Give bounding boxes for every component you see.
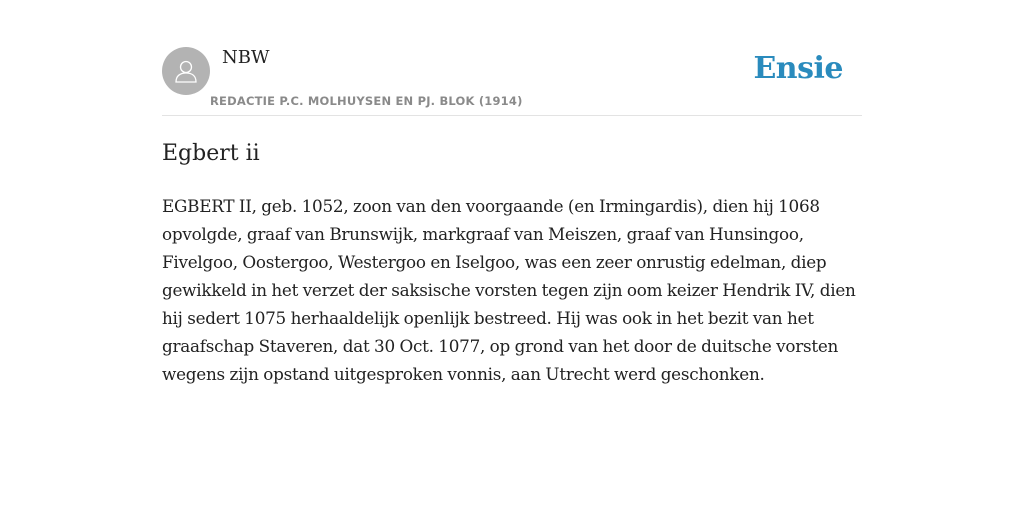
author-name[interactable]: NBW bbox=[222, 47, 270, 68]
article-body: EGBERT II, geb. 1052, zoon van den voorgaande (en Irmingardis), dien hij 1068 opvolgde, graaf van Brunswijk, markgraaf van Meiszen, graaf van Hunsingoo, Fivelgoo, Oostergoo, Westergoo en Iselgoo, was een zeer onrustig edelman, diep gewikkeld in het verzet der saksische vorsten tegen zijn oom keizer Hendrik IV, dien hij sedert 1075 herhaaldelijk openlijk bestreed. Hij was ook in het bezit van het graafschap Staveren, dat 30 Oct. 1077, op grond van het door de duitsche vorsten wegens zijn opstand uitgesproken vonnis, aan Utrecht werd geschonken. bbox=[162, 196, 856, 384]
author-avatar[interactable] bbox=[162, 47, 210, 95]
user-icon bbox=[172, 57, 200, 85]
author-subtitle: REDACTIE P.C. MOLHUYSEN EN PJ. BLOK (1914) bbox=[210, 94, 523, 108]
brand-logo[interactable]: Ensie bbox=[753, 51, 843, 86]
header-divider bbox=[162, 115, 862, 116]
article-title: Egbert ii bbox=[162, 141, 260, 166]
